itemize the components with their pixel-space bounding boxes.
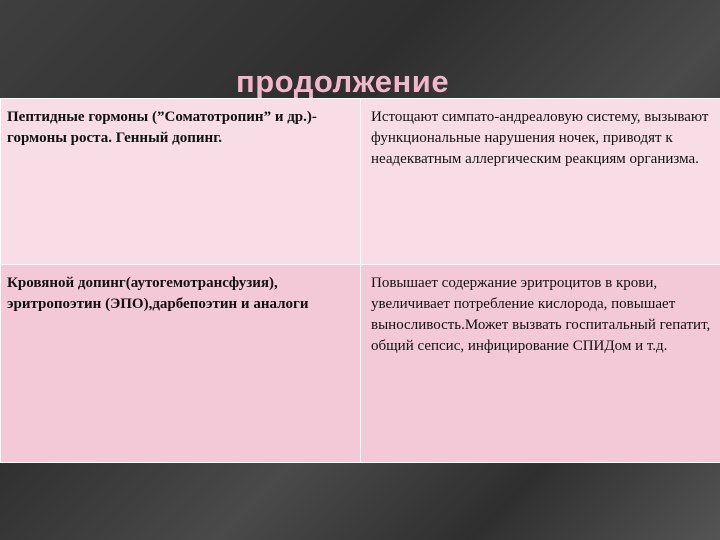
table-cell-effect: Истощают симпато-андреаловую систему, вызывают функциональные нарушения ночек, приводят к неадекватным аллергическим реакциям организма.: [361, 99, 720, 265]
table-row: [1, 265, 720, 463]
slide-title: продолжение: [236, 64, 450, 99]
table-row: [1, 99, 720, 265]
doping-table: [0, 98, 720, 463]
table-cell-substance: Пептидные гормоны (”Соматотропин” и др.)- гормоны роста. Генный допинг.: [1, 99, 361, 265]
table-cell-substance: Кровяной допинг(аутогемотрансфузия), эритропоэтин (ЭПО),дарбепоэтин и аналоги: [1, 265, 361, 463]
table-cell-effect: Повышает содержание эритроцитов в крови, увеличивает потребление кислорода, повышает выносливость.Может вызвать госпитальный гепатит, общий сепсис, инфицирование СПИДом и т.д.: [361, 265, 720, 463]
